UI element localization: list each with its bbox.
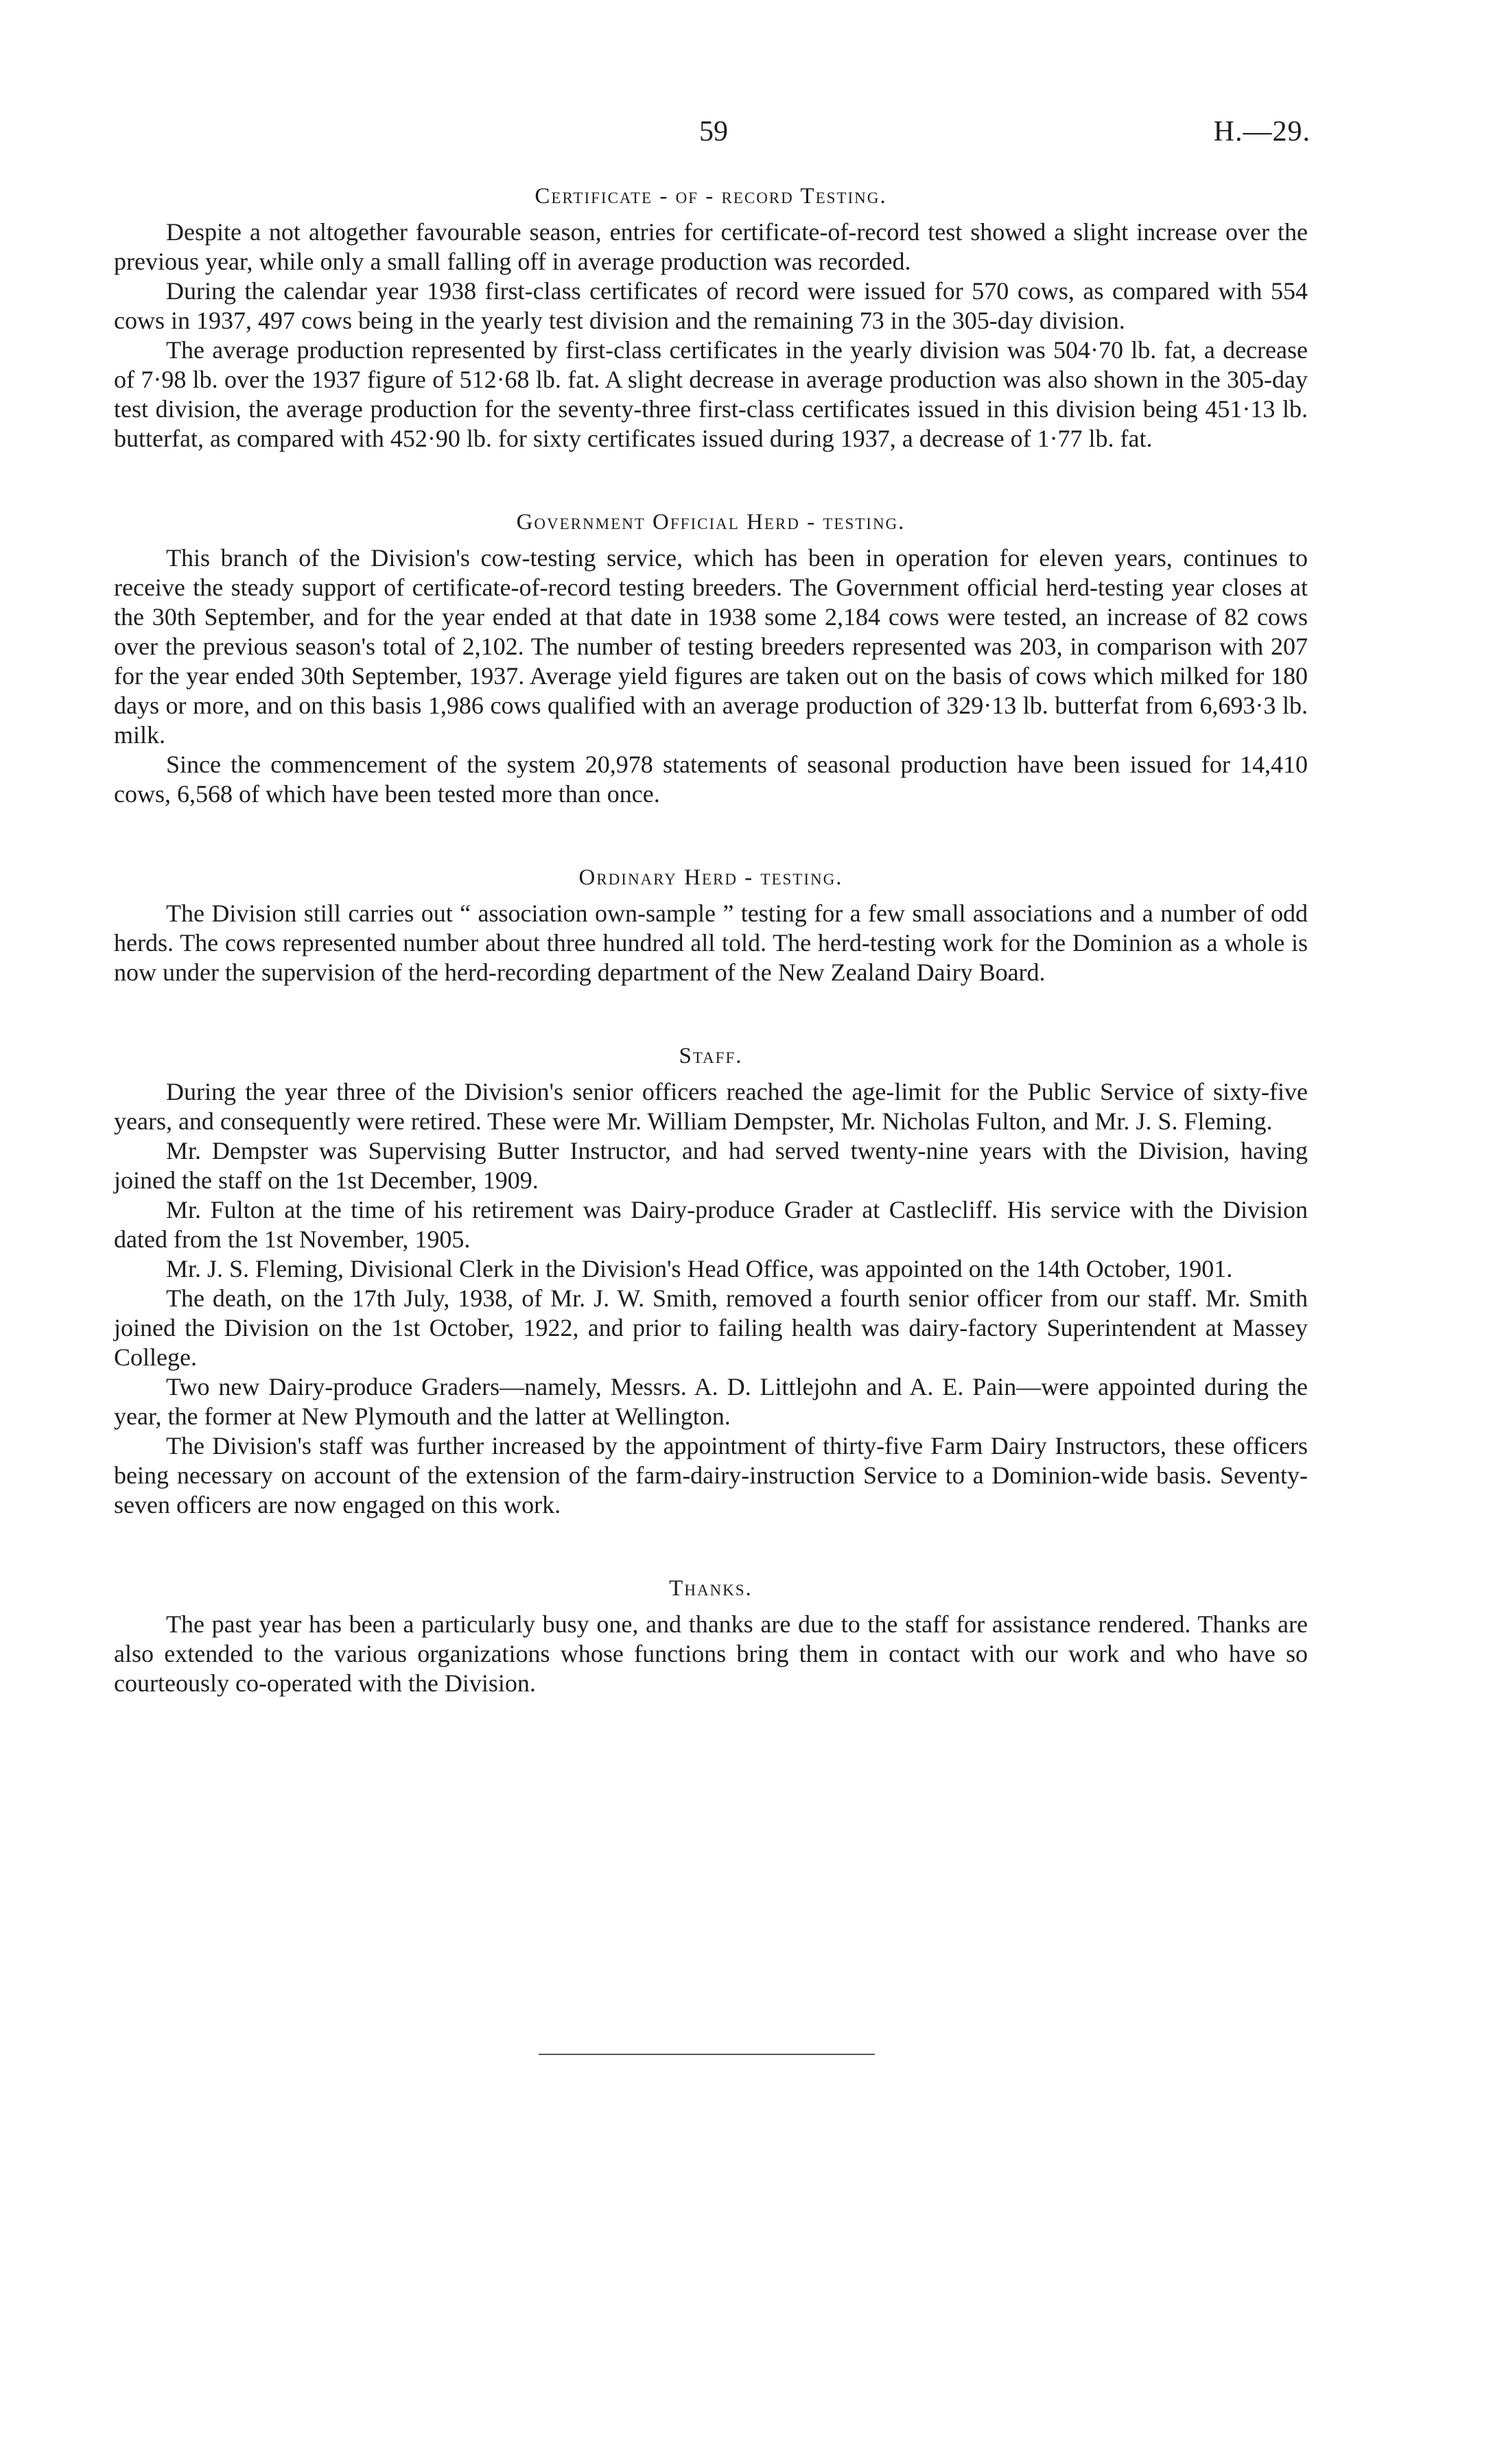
section-government-official-herd-testing — [114, 510, 1308, 809]
section-thanks — [114, 1576, 1308, 1698]
paragraph: The Division still carries out “ association own-sample ” testing for a few small associations and a number of odd herds. The cows represented number about three hundred all told. The herd-testing work for the Dominion as a whole is now under the supervision of the herd-recording department of the New Zealand Dairy Board. — [114, 900, 1308, 986]
section-heading: Ordinary Herd - testing. — [578, 865, 843, 890]
paragraph: Since the commencement of the system 20,978 statements of seasonal production have been issued for 14,410 cows, 6,568 of which have been tested more than once. — [114, 751, 1308, 808]
section-staff — [114, 1044, 1308, 1520]
paragraph: The death, on the 17th July, 1938, of Mr. J. W. Smith, removed a fourth senior officer from our staff. Mr. Smith joined the Division on the 1st October, 1922, and prior to failing health was dairy-factory Superintendent at Massey College. — [114, 1284, 1308, 1371]
paragraph: During the calendar year 1938 first-class certificates of record were issued for 570 cows, as compared with 554 cows in 1937, 497 cows being in the yearly test division and the remaining 73 in the 305-day division. — [114, 277, 1308, 334]
section-heading: Government Official Herd - testing. — [516, 510, 906, 535]
paragraph: The Division's staff was further increased by the appointment of thirty-five Farm Dairy Instructors, these officers being necessary on account of the extension of the farm-dairy-instruction Service to a Dominion-wide basis. Seventy-seven officers are now engaged on this work. — [114, 1432, 1308, 1518]
page-number: 59 — [699, 116, 728, 148]
paragraph: Mr. Fulton at the time of his retirement was Dairy-produce Grader at Castlecliff. His service with the Division dated from the 1st November, 1905. — [114, 1196, 1308, 1253]
paragraph: Mr. Dempster was Supervising Butter Instructor, and had served twenty-nine years with the Division, having joined the staff on the 1st December, 1909. — [114, 1137, 1308, 1194]
paragraph: Despite a not altogether favourable season, entries for certificate-of-record test showed a slight increase over the previous year, while only a small falling off in average production was recorded. — [114, 218, 1308, 275]
paragraph: This branch of the Division's cow-testing service, which has been in operation for eleven years, continues to receive the steady support of certificate-of-record testing breeders. The Government official herd-testing year closes at the 30th September, and for the year ended at that date in 1938 some 2,184 cows were tested, an increase of 82 cows over the previous season's total of 2,102. The number of testing breeders represented was 203, in comparison with 207 for the year ended 30th September, 1937. Average yield figures are taken out on the basis of cows which milked for 180 days or more, and on this basis 1,986 cows qualified with an average production of 329·13 lb. butterfat from 6,693·3 lb. milk. — [114, 544, 1308, 749]
section-heading: Certificate - of - record Testing. — [535, 184, 887, 209]
section-heading: Thanks. — [669, 1576, 753, 1601]
footer-divider — [539, 2054, 875, 2055]
paragraph: During the year three of the Division's senior officers reached the age-limit for the Public Service of sixty-five years, and consequently were retired. These were Mr. William Dempster, Mr. Nicholas Fulton, and Mr. J. S. Fleming. — [114, 1078, 1308, 1135]
paragraph: The average production represented by first-class certificates in the yearly division was 504·70 lb. fat, a decrease of 7·98 lb. over the 1937 figure of 512·68 lb. fat. A slight decrease in average production was also shown in the 305-day test division, the average production for the seventy-three first-class certificates issued in this division being 451·13 lb. butterfat, as compared with 452·90 lb. for sixty certificates issued during 1937, a decrease of 1·77 lb. fat. — [114, 336, 1308, 452]
section-ordinary-herd-testing — [114, 865, 1308, 987]
section-heading: Staff. — [679, 1044, 743, 1068]
paragraph: Mr. J. S. Fleming, Divisional Clerk in the Division's Head Office, was appointed on the 14th October, 1901. — [166, 1255, 1233, 1282]
paragraph: The past year has been a particularly busy one, and thanks are due to the staff for assistance rendered. Thanks are also extended to the various organizations whose functions bring them in contact with our work and who have so courteously co-operated with the Division. — [114, 1610, 1308, 1697]
section-certificate-of-record-testing — [114, 184, 1308, 454]
page-body — [114, 184, 1308, 1755]
document-reference: H.—29. — [1213, 116, 1311, 148]
paragraph: Two new Dairy-produce Graders—namely, Messrs. A. D. Littlejohn and A. E. Pain—were appointed during the year, the former at New Plymouth and the latter at Wellington. — [114, 1373, 1308, 1430]
